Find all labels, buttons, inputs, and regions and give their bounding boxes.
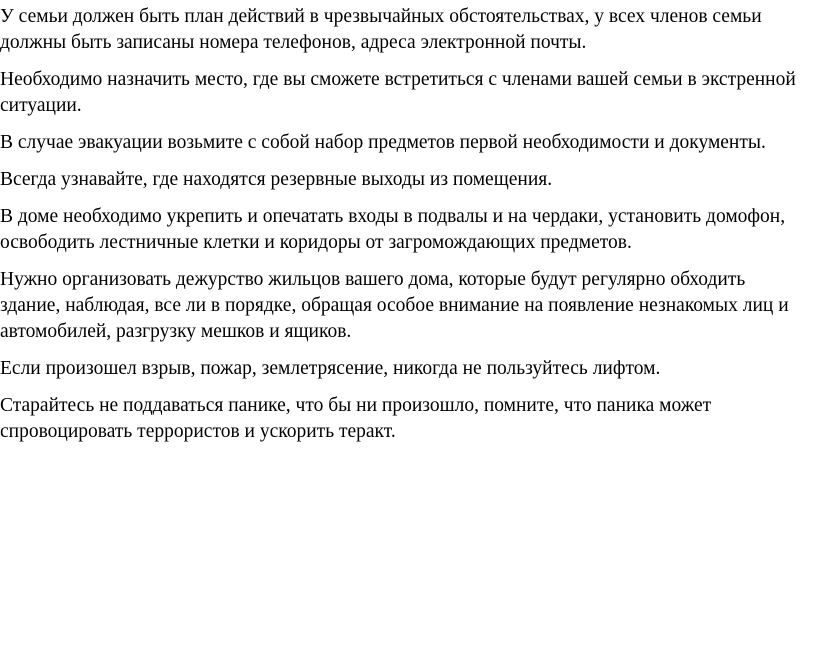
paragraph-no-panic: Старайтесь не поддаваться панике, что бы ни произошло, помните, что паника может спровоцировать террористов и ускорить теракт. bbox=[0, 395, 712, 442]
paragraph-secure-building: В доме необходимо укрепить и опечатать входы в подвалы и на чердаки, установить домофон, освободить лестничные клетки и коридоры от загромождающих предметов. bbox=[0, 206, 786, 253]
paragraph-resident-watch: Нужно организовать дежурство жильцов вашего дома, которые будут регулярно обходить здание, наблюдая, все ли в порядке, обращая особое внимание на появление незнакомых лиц и автомобилей, разгрузку мешков и ящиков. bbox=[0, 269, 789, 342]
paragraph-no-elevator: Если произошел взрыв, пожар, землетрясение, никогда не пользуйтесь лифтом. bbox=[0, 358, 661, 379]
paragraph-evacuation-kit: В случае эвакуации возьмите с собой набор предметов первой необходимости и документы. bbox=[0, 132, 766, 153]
paragraph-emergency-exits: Всегда узнавайте, где находятся резервные выходы из помещения. bbox=[0, 169, 553, 190]
paragraph-meeting-place: Необходимо назначить место, где вы сможете встретиться с членами вашей семьи в экстренной ситуации. bbox=[0, 69, 796, 116]
paragraph-family-plan: У семьи должен быть план действий в чрезвычайных обстоятельствах, у всех членов семьи должны быть записаны номера телефонов, адреса электронной почты. bbox=[0, 6, 762, 53]
